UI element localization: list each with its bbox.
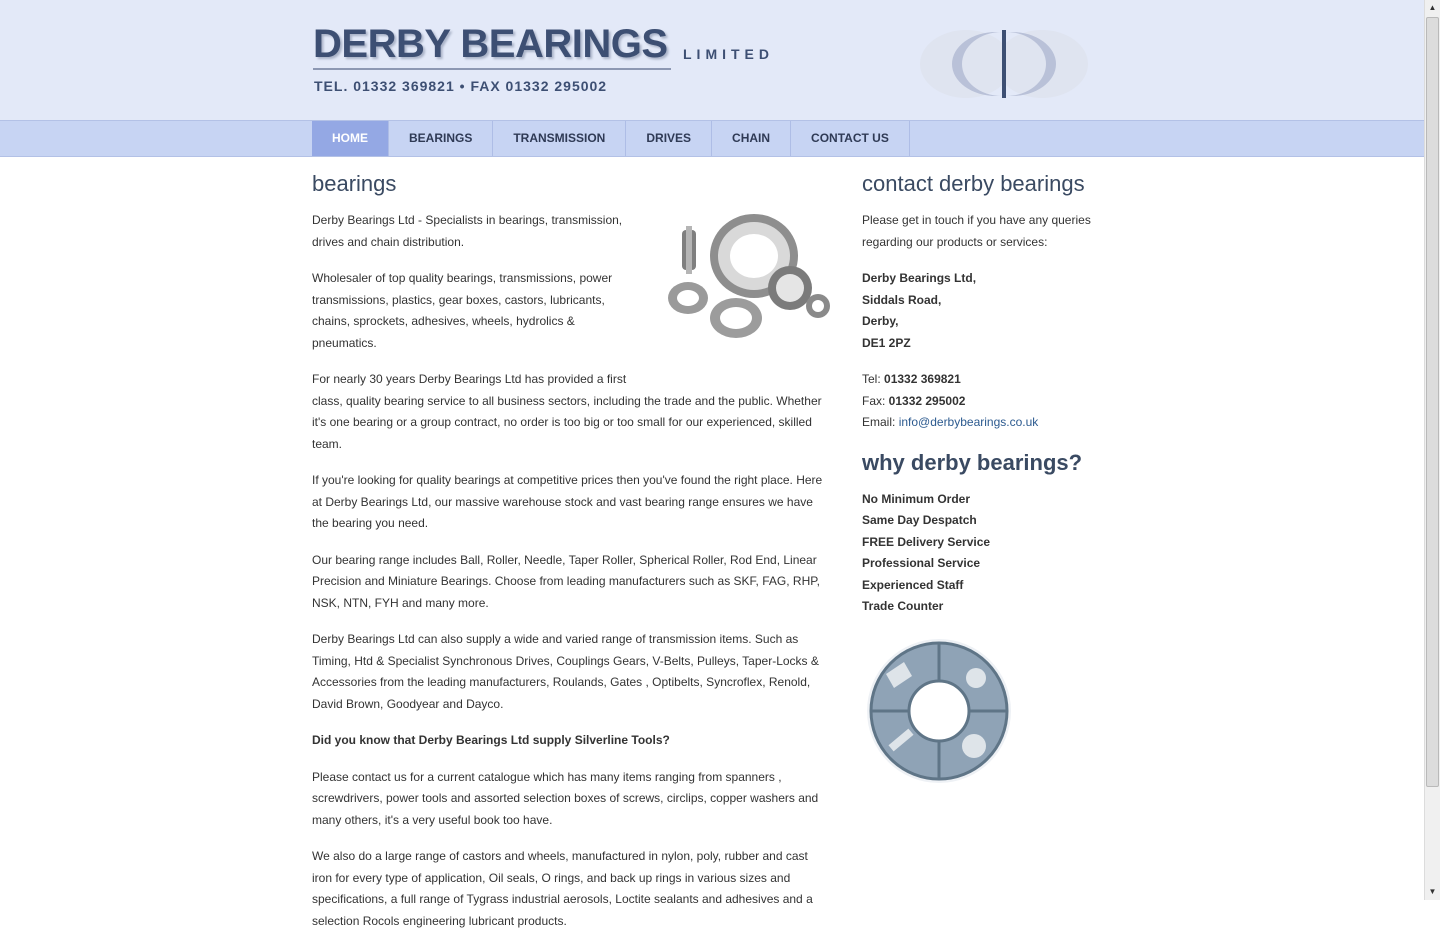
- why-title: why derby bearings?: [862, 449, 1083, 475]
- address-line: DE1 2PZ: [862, 335, 911, 350]
- why-item: Same Day Despatch: [862, 513, 977, 527]
- why-item: FREE Delivery Service: [862, 534, 991, 549]
- vertical-scrollbar[interactable]: [1424, 0, 1440, 900]
- site-logo[interactable]: DERBY BEARINGS: [313, 22, 668, 66]
- contact-intro: Please get in touch if you have any queries regarding our products or services:: [862, 213, 1091, 249]
- bearing-logo-icon: [916, 26, 1092, 102]
- intro-paragraph: Derby Bearings Ltd - Specialists in bearings, transmission, drives and chain distribution.: [312, 213, 623, 249]
- nav-drives[interactable]: DRIVES: [626, 121, 712, 156]
- email-link[interactable]: info@derbybearings.co.uk: [898, 415, 1039, 429]
- industry-emblem-icon: [864, 636, 1014, 786]
- why-item: Experienced Staff: [862, 577, 964, 592]
- main-content: [312, 170, 827, 947]
- scroll-down-icon[interactable]: ▼: [1425, 884, 1440, 900]
- why-item: No Minimum Order: [862, 491, 971, 506]
- wholesaler-paragraph: Wholesaler of top quality bearings, transmissions, power transmissions, plastics, gear boxes, castors, lubricants, chains, sprockets, adhesives, wheels, hydrolics & pneumatics.: [312, 271, 613, 350]
- catalogue-paragraph: Please contact us for a current catalogue which has many items ranging from spanners , screwdrivers, power tools and assorted selection boxes of screws, circlips, copper washers and many others, it's a very useful book too have.: [312, 769, 819, 827]
- fax-number: 01332 295002: [888, 393, 966, 408]
- nav-chain[interactable]: CHAIN: [712, 121, 791, 156]
- why-item: Professional Service: [862, 556, 981, 570]
- address-line: Siddals Road,: [862, 292, 942, 307]
- address-block: [862, 268, 1122, 354]
- logo-rule: [313, 68, 671, 70]
- quality-paragraph: If you're looking for quality bearings at competitive prices then you've found the right place. Here at Derby Bearings Ltd, our massive warehouse stock and vast bearing range ensures we have the bearing you need.: [312, 473, 823, 530]
- why-list: [862, 489, 1122, 618]
- contact-details: Tel: 01332 369821 Fax: 01332 295002 Email: info@derbybearings.co.uk: [862, 372, 1039, 429]
- main-nav: [0, 120, 1424, 157]
- site-header: [0, 0, 1424, 120]
- scroll-thumb[interactable]: [1426, 17, 1439, 787]
- history-paragraph: For nearly 30 years Derby Bearings Ltd has provided a first class, quality bearing service to all business sectors, including the trade and the public. Whether it's one bearing or a group contract, no order is too big or too small for our experienced, skilled team.: [312, 372, 822, 451]
- address-line: Derby,: [862, 314, 899, 328]
- scroll-up-icon[interactable]: ▲: [1425, 0, 1440, 16]
- castors-paragraph: We also do a large range of castors and wheels, manufactured in nylon, poly, rubber and cast iron for every type of application, Oil seals, O rings, and back up rings in various sizes and specifications, a full range of Tygrass industrial aerosols, Loctite sealants and adhesives and a selection Rocols engineering lubricant products.: [312, 849, 813, 928]
- contact-title: contact derby bearings: [862, 171, 1085, 196]
- silverline-callout: Did you know that Derby Bearings Ltd supply Silverline Tools?: [312, 733, 670, 747]
- nav-transmission[interactable]: TRANSMISSION: [493, 121, 626, 156]
- transmission-paragraph: Derby Bearings Ltd can also supply a wide and varied range of transmission items. Such as Timing, Htd & Specialist Synchronous Drives, Couplings Gears, V-Belts, Pulleys, Taper-Locks & Accessories from the leading manufacturers, Roulands, Gates , Optibelts, Syncroflex, Renold, David Brown, Goodyear and Dayco.: [312, 632, 819, 711]
- nav-contact-us[interactable]: CONTACT US: [791, 121, 910, 156]
- sidebar: [862, 170, 1122, 793]
- header-phone-fax: TEL. 01332 369821 • FAX 01332 295002: [314, 78, 608, 94]
- address-line: Derby Bearings Ltd,: [862, 271, 977, 285]
- logo-limited: LIMITED: [683, 46, 774, 62]
- bearings-photo: [662, 208, 832, 342]
- why-item: Trade Counter: [862, 599, 944, 613]
- tel-number: 01332 369821: [884, 372, 961, 386]
- nav-bearings[interactable]: BEARINGS: [389, 121, 493, 156]
- nav-home[interactable]: HOME: [312, 121, 389, 156]
- page-title: bearings: [312, 171, 397, 196]
- range-paragraph: Our bearing range includes Ball, Roller, Needle, Taper Roller, Spherical Roller, Rod End, Linear Precision and Miniature Bearings. Choose from leading manufacturers such as SKF, FAG, RHP, NSK, NTN, FYH and many more.: [312, 552, 821, 610]
